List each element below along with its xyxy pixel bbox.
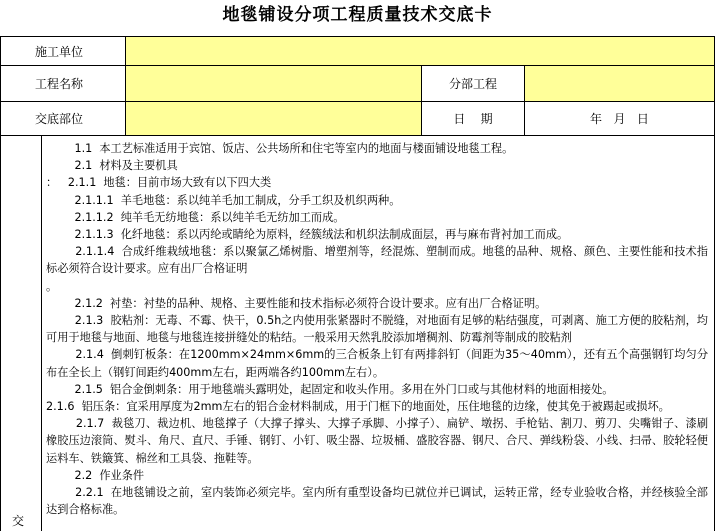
date-label-text: 日 期 bbox=[453, 112, 493, 126]
project-value[interactable] bbox=[126, 66, 422, 102]
form-grid bbox=[0, 36, 715, 531]
content-line: 1.1 本工艺标准适用于宾馆、饭店、公共场所和住宅等室内的地面与楼面铺设地毯工程。 bbox=[46, 142, 514, 155]
content-line: 2.1.3 胶粘剂：无毒、不霉、快干，0.5h之内使用张紧器时不脱缝，对地面有足够的粘结强度，可剥离、施工方便的胶粘剂，均可用于地毯与地面、地毯与地毯连接拼缝处的粘结。一般采用天然乳胶添加增稠剂、防霉剂等制成的胶粘剂 bbox=[46, 314, 708, 345]
content-line: 2.1.1.2 纯羊毛无纺地毯：系以纯羊毛无纺加工而成。 bbox=[46, 210, 345, 224]
content-line: 2.1.1.3 化纤地毯：系以丙纶或睛纶为原料，经簇绒法和机织法制成面层，再与麻布背衬加工而成。 bbox=[46, 228, 569, 242]
content-line: ： 2.1.1 地毯：目前市场大致有以下四大类 bbox=[46, 176, 272, 190]
project-label: 工程名称 bbox=[0, 66, 126, 102]
date-value-text: 年 月 日 bbox=[590, 112, 649, 126]
dept-label: 交底部位 bbox=[0, 102, 126, 136]
content-line: 2.1 材料及主要机具 bbox=[46, 159, 178, 173]
dept-value[interactable] bbox=[126, 102, 422, 136]
content-line: 2.1.1.1 羊毛地毯：系以纯羊毛加工制成，分手工织及机织两种。 bbox=[46, 193, 401, 207]
unit-label: 施工单位 bbox=[0, 36, 126, 66]
page-title: 地毯铺设分项工程质量技术交底卡 bbox=[222, 5, 493, 25]
content-line: 2.1.6 铝压条：宜采用厚度为2mm左右的铝合金材料制成，用于门框下的地面处，压住地毯的边缘，使其免于被踢起或损坏。 bbox=[46, 400, 670, 414]
side-label: 交 bbox=[12, 514, 25, 528]
date-label bbox=[422, 102, 525, 136]
content-line: 2.1.1.4 合成纤维栽绒地毯：系以聚氯乙烯树脂、增塑剂等，经混炼、塑制而成。地毯的品种、规格、颜色、主要性能和技术指标必须符合设计要求。应有出厂合格证明 bbox=[46, 245, 708, 276]
disclosure-content bbox=[42, 136, 715, 531]
unit-value[interactable] bbox=[126, 36, 715, 66]
subproject-label: 分部工程 bbox=[422, 66, 525, 102]
content-line: 2.2.1 在地毯铺设之前，室内装饰必须完毕。室内所有重型设备均已就位并已调试，运转正常，经专业验收合格，并经核验全部达到合格标准。 bbox=[46, 486, 708, 517]
content-line: 2.1.5 铝合金倒刺条：用于地毯端头露明处，起固定和收头作用。多用在外门口或与其他材料的地面相接处。 bbox=[46, 382, 614, 396]
date-value[interactable] bbox=[525, 102, 715, 136]
subproject-value[interactable] bbox=[525, 66, 715, 102]
content-line: 2.2 作业条件 bbox=[46, 468, 145, 482]
content-line: 2.1.4 倒刺钉板条：在1200mm×24mm×6mm的三合板条上钉有两排斜钉（间距为35～40mm），还有五个高强钢钉均匀分布在全长上（钢钉间距约400mm左右，距两端各约100mm左右）。 bbox=[46, 348, 709, 379]
content-line: 2.1.7 裁毯刀、裁边机、地毯撑子（大撑子撑头、大撑子承脚、小撑子）、扁铲、墩拐、手枪钻、割刀、剪刀、尖嘴钳子、漆刷橡胶压边滚筒、熨斗、角尺、直尺、手锤、钢钉、小钉、吸尘器、垃圾桶、盛胶容器、钢尺、合尺、弹线粉袋、小线、扫帚、胶轮轻便运料车、铁簸箕、棉丝和工具袋、拖鞋等。 bbox=[46, 417, 709, 465]
content-line: 2.1.2 衬垫：衬垫的品种、规格、主要性能和技术指标必须符合设计要求。应有出厂合格证明。 bbox=[46, 296, 547, 310]
side-column bbox=[0, 136, 42, 531]
content-line: 。 bbox=[46, 279, 58, 293]
